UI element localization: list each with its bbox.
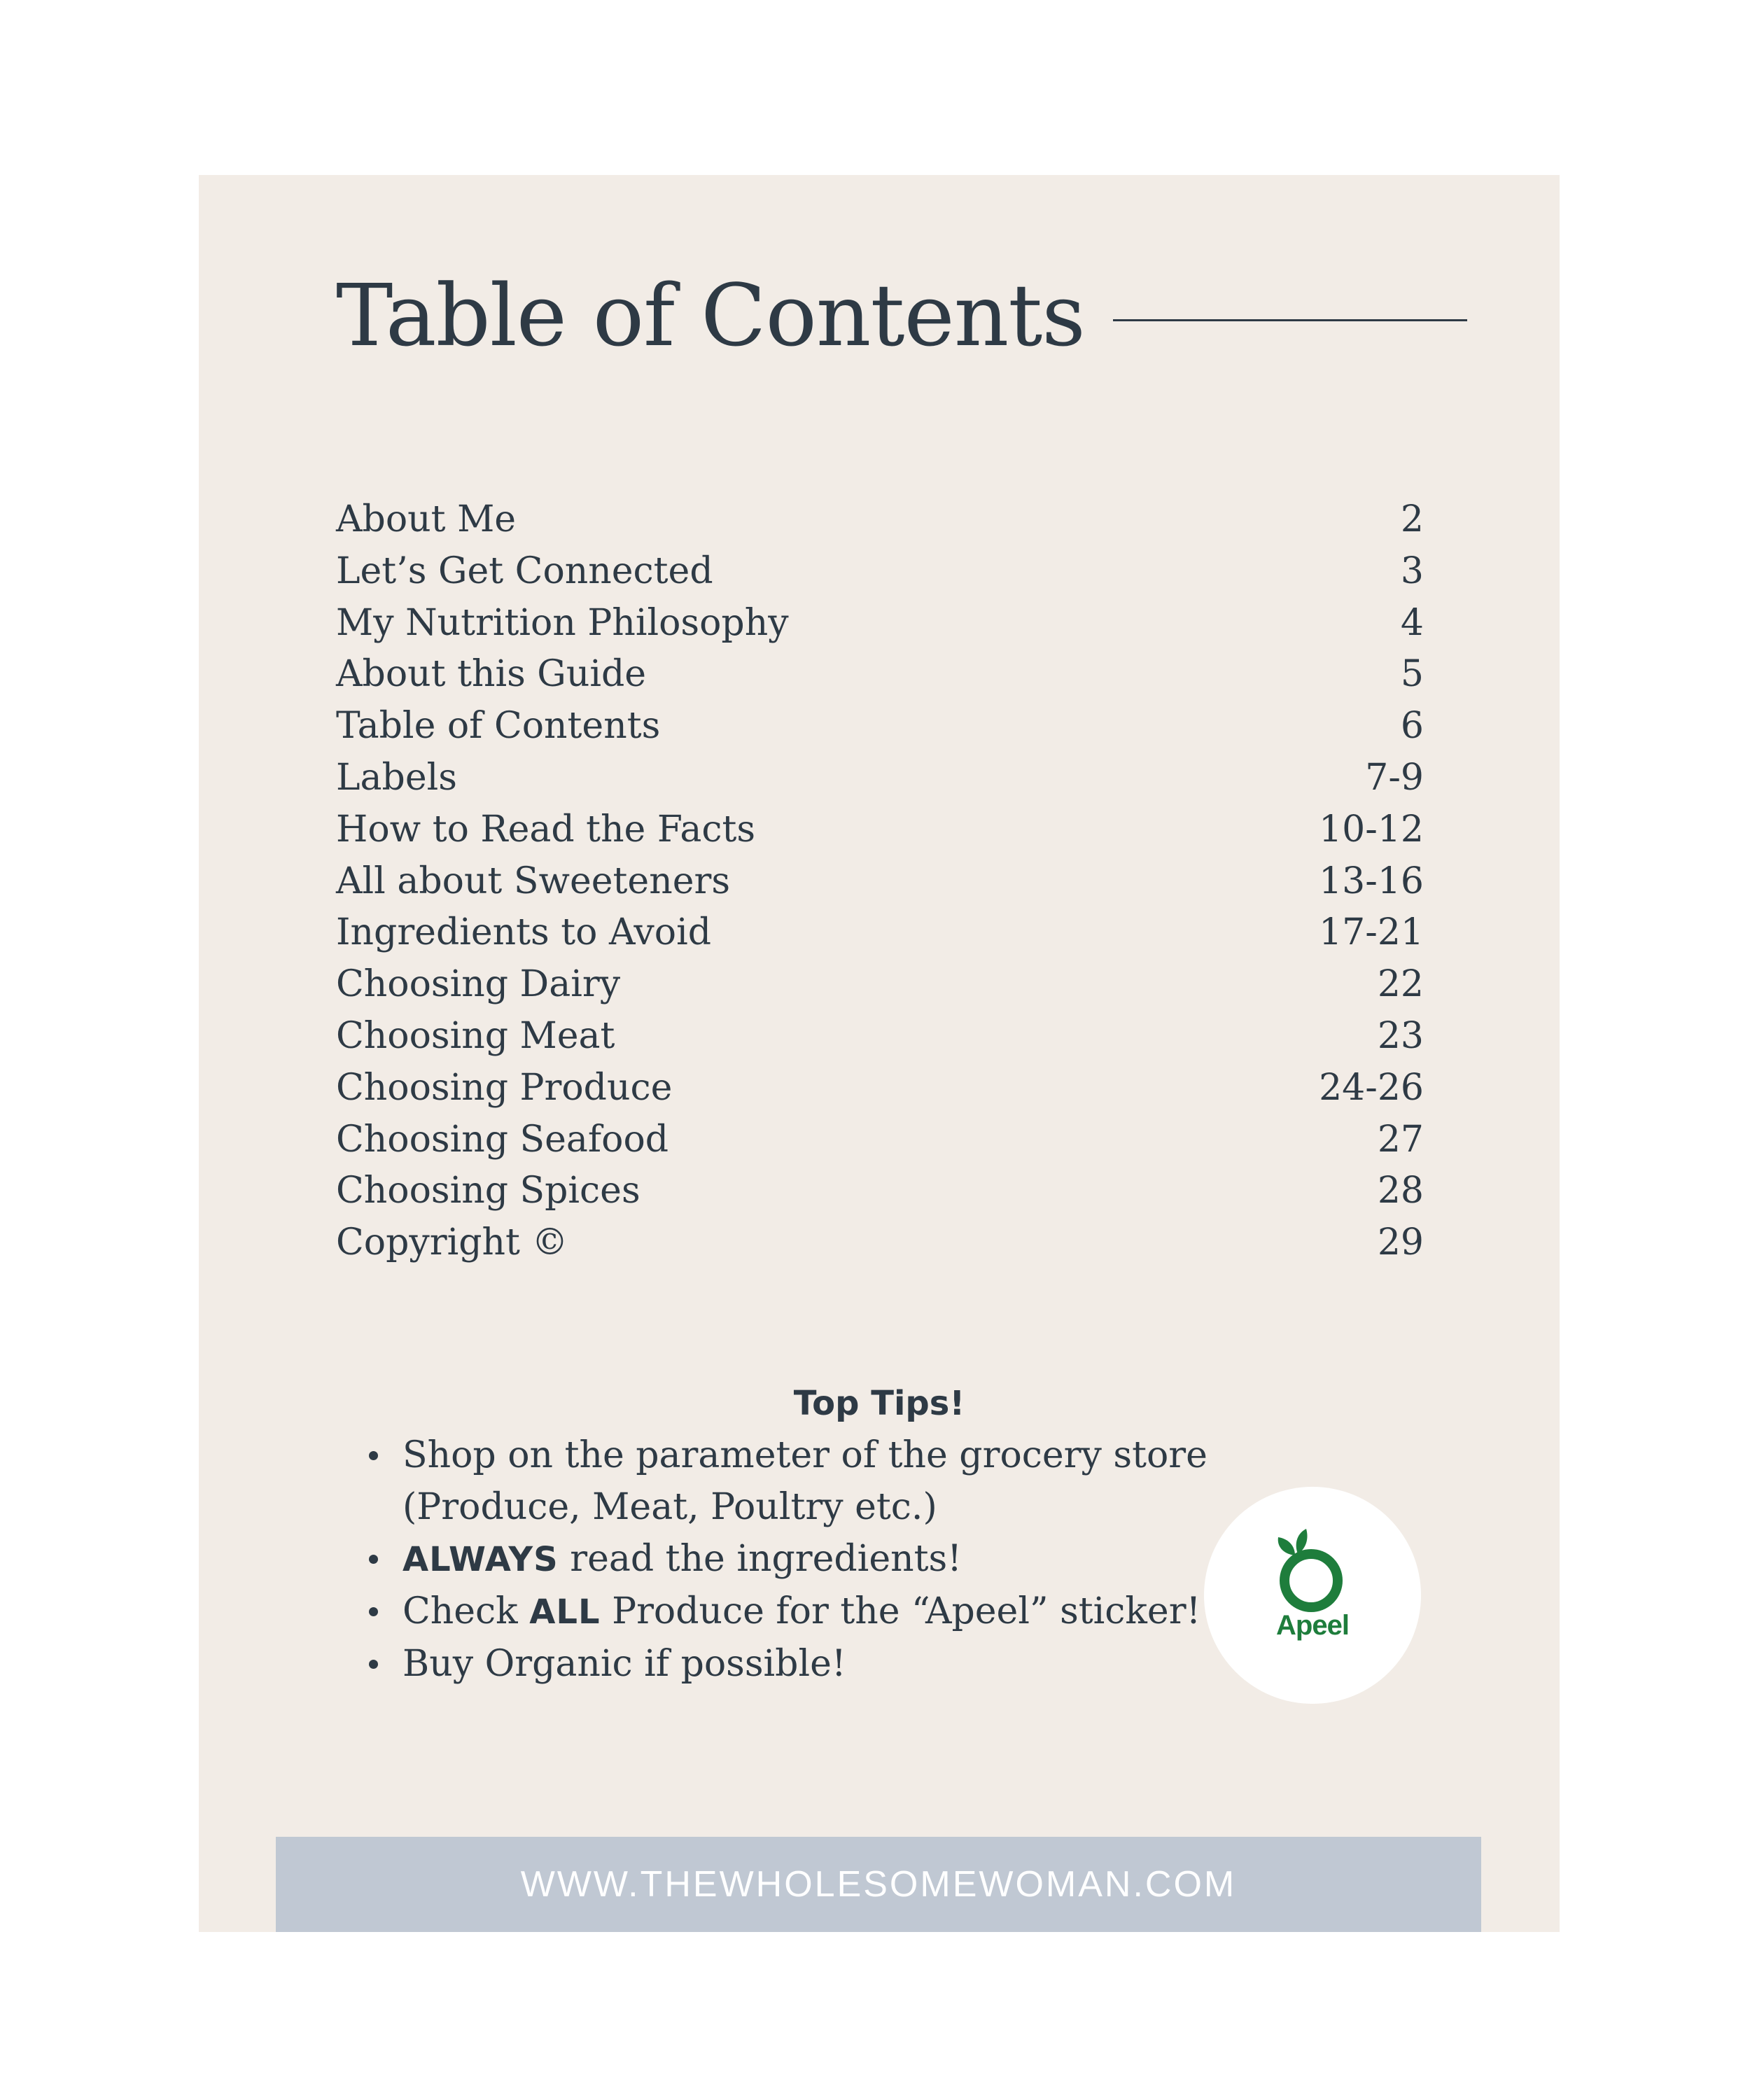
toc-item[interactable] [336,1114,1424,1166]
toc-item-label: About Me [336,498,517,540]
toc-item[interactable] [336,1217,1424,1269]
toc-item-label: Choosing Produce [336,1066,673,1109]
toc-item-page: 3 [1400,550,1424,592]
toc-item[interactable] [336,752,1424,804]
toc-item-page: 5 [1400,653,1424,696]
tip-text: Buy Organic if possible! [402,1643,846,1685]
toc-item-label: Let’s Get Connected [336,550,713,592]
toc-item[interactable] [336,701,1424,752]
toc-item-page: 27 [1377,1118,1424,1161]
toc-item-label: Choosing Spices [336,1170,640,1212]
toc-item[interactable] [336,1011,1424,1063]
toc-item[interactable] [336,546,1424,598]
toc-item[interactable] [336,804,1424,856]
toc-item-page: 24-26 [1319,1066,1424,1109]
content-panel [199,175,1560,1932]
toc-item[interactable] [336,907,1424,959]
page-title: Table of Contents [336,266,1085,365]
toc-item-page: 23 [1377,1014,1424,1057]
toc-item-label: Choosing Dairy [336,963,621,1006]
toc-item-label: All about Sweeteners [336,860,731,902]
toc-item[interactable] [336,1166,1424,1217]
toc-item-label: Choosing Seafood [336,1118,669,1161]
toc-item[interactable] [336,649,1424,701]
toc-item-label: Table of Contents [336,705,661,748]
toc-item[interactable] [336,1063,1424,1114]
tip-text: read the ingredients! [558,1538,962,1580]
toc-item-page: 4 [1400,601,1424,644]
toc-item-label: About this Guide [336,653,647,696]
apeel-logo-badge [1204,1487,1421,1704]
toc-item-label: My Nutrition Philosophy [336,601,789,644]
toc-item-label: Labels [336,756,457,799]
toc-item[interactable] [336,598,1424,650]
toc-item[interactable] [336,856,1424,908]
toc-item-page: 10-12 [1319,808,1424,850]
tip-text: Check [402,1590,530,1632]
tip-emphasis: ALWAYS [402,1540,559,1579]
toc-item-page: 2 [1400,498,1424,540]
title-divider [1113,319,1467,321]
toc-item-label: Choosing Meat [336,1014,615,1057]
toc-item-label: Ingredients to Avoid [336,911,712,954]
toc-item-label: Copyright © [336,1222,568,1264]
toc-list [336,494,1424,1269]
toc-item-page: 7-9 [1365,756,1424,799]
apeel-logo-word: Apeel [1276,1610,1349,1641]
toc-item-page: 28 [1377,1170,1424,1212]
tip-emphasis: ALL [529,1592,601,1632]
toc-item[interactable] [336,494,1424,546]
tip-text: Produce for the “Apeel” sticker! [600,1590,1201,1632]
apeel-logo-icon [1204,1487,1421,1704]
tips-heading: Top Tips! [793,1384,965,1423]
website-link[interactable]: WWW.THEWHOLESOMEWOMAN.COM [520,1864,1237,1905]
toc-item-label: How to Read the Facts [336,808,756,850]
toc-item-page: 29 [1377,1222,1424,1264]
toc-item-page: 13-16 [1319,860,1424,902]
footer-bar [276,1837,1481,1932]
toc-item-page: 6 [1400,705,1424,748]
toc-item-page: 17-21 [1319,911,1424,954]
tip-text: Shop on the parameter of the grocery store (Produce, Meat, Poultry etc.) [402,1434,1208,1528]
toc-item[interactable] [336,959,1424,1011]
toc-item-page: 22 [1377,963,1424,1006]
